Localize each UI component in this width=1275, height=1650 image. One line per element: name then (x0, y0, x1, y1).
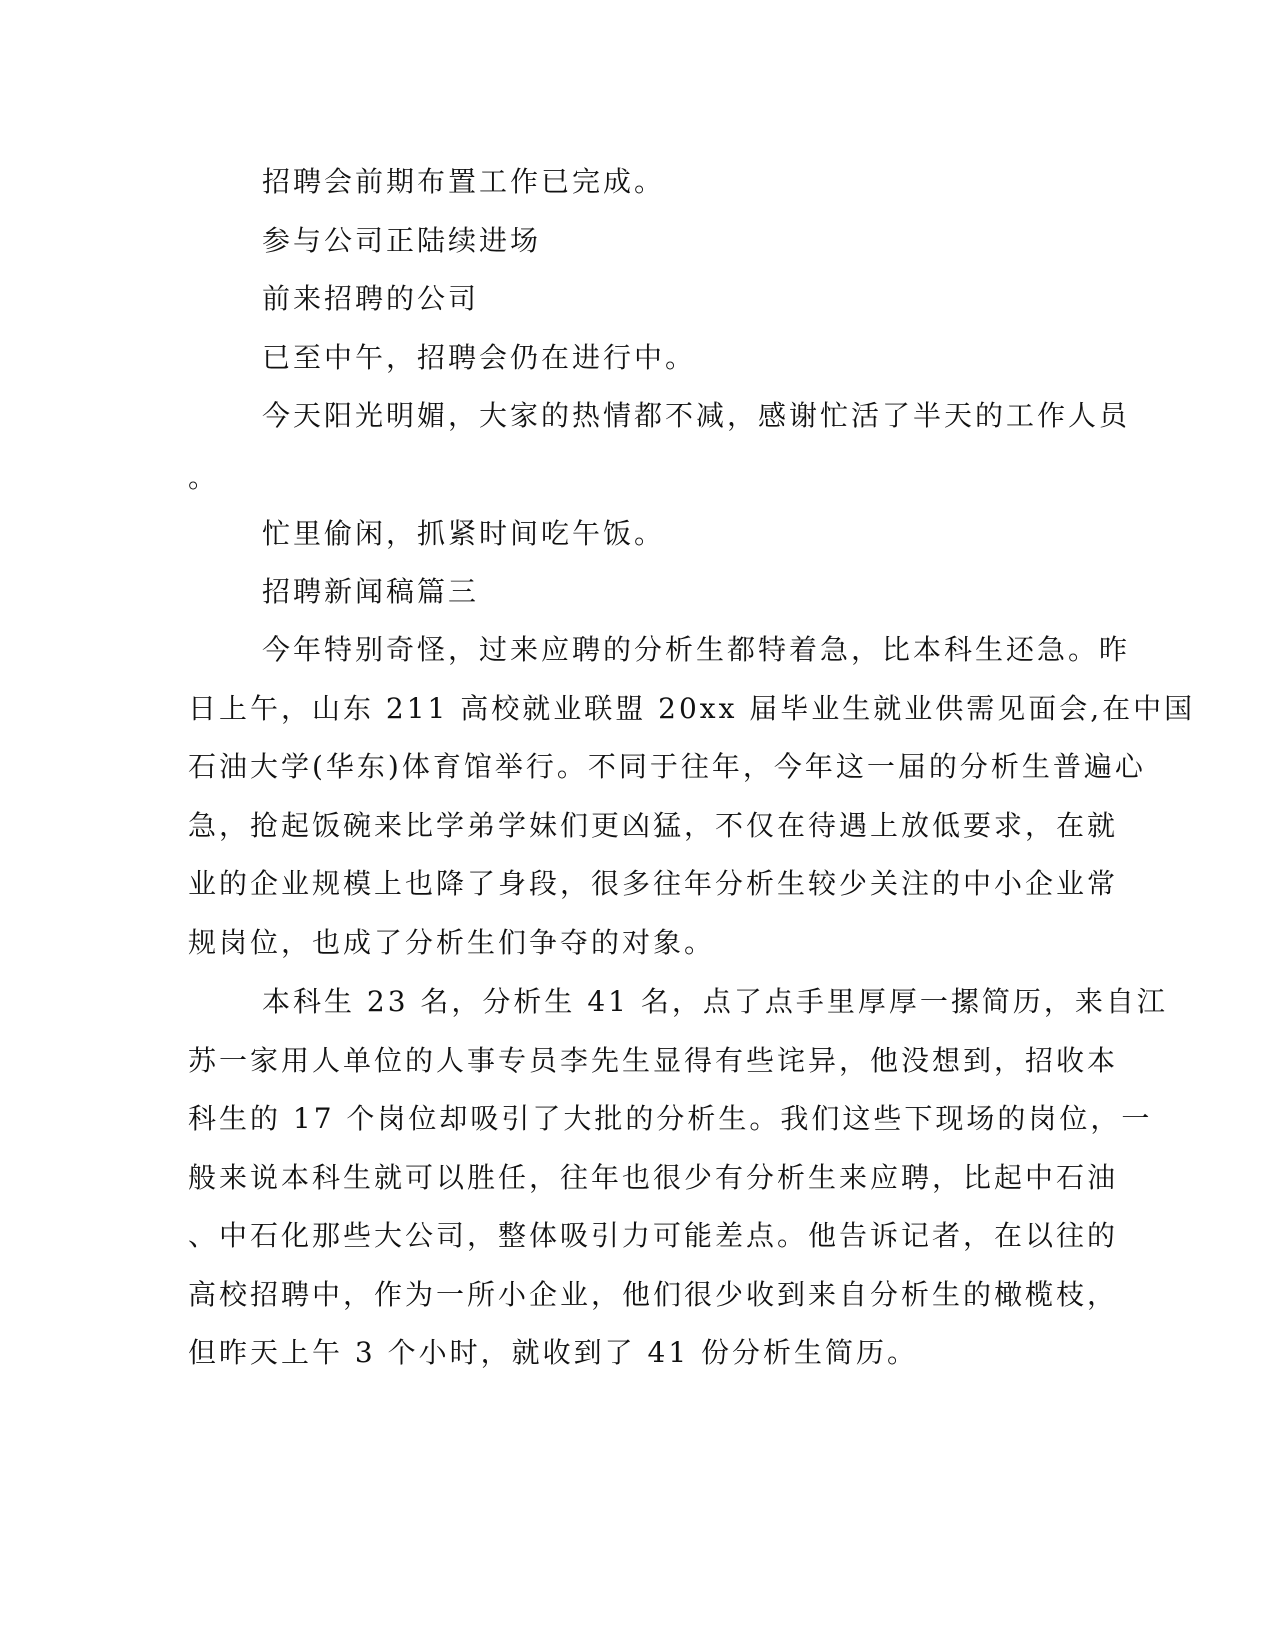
text-line: 已至中午，招聘会仍在进行中。 (262, 341, 697, 374)
text-line: 业的企业规模上也降了身段，很多往年分析生较少关注的中小企业常 (188, 867, 1119, 900)
text-line: 苏一家用人单位的人事专员李先生显得有些诧异，他没想到，招收本 (188, 1044, 1119, 1077)
text-line: 科生的 17 个岗位却吸引了大批的分析生。我们这些下现场的岗位，一 (188, 1102, 1153, 1135)
text-line: 急，抢起饭碗来比学弟学妹们更凶猛，不仅在待遇上放低要求，在就 (188, 809, 1119, 842)
text-line: 高校招聘中，作为一所小企业，他们很少收到来自分析生的橄榄枝， (188, 1278, 1119, 1311)
text-line: 般来说本科生就可以胜任，往年也很少有分析生来应聘，比起中石油 (188, 1161, 1119, 1194)
text-line: 招聘会前期布置工作已完成。 (262, 165, 666, 198)
text-line: 。 (188, 461, 220, 494)
text-line: 、中石化那些大公司，整体吸引力可能差点。他告诉记者，在以往的 (188, 1219, 1119, 1252)
text-line: 前来招聘的公司 (262, 282, 480, 315)
section-heading: 招聘新闻稿篇三 (262, 575, 480, 608)
text-line: 日上午，山东 211 高校就业联盟 20xx 届毕业生就业供需见面会,在中国 (188, 692, 1196, 725)
text-line: 规岗位，也成了分析生们争夺的对象。 (188, 926, 716, 959)
text-line: 参与公司正陆续进场 (262, 224, 542, 257)
text-line: 但昨天上午 3 个小时，就收到了 41 份分析生简历。 (188, 1336, 919, 1369)
text-line: 今年特别奇怪，过来应聘的分析生都特着急，比本科生还急。昨 (262, 633, 1131, 666)
text-line: 今天阳光明媚，大家的热情都不减，感谢忙活了半天的工作人员 (262, 399, 1131, 432)
text-line: 本科生 23 名，分析生 41 名，点了点手里厚厚一摞简历，来自江 (262, 985, 1168, 1018)
text-line: 忙里偷闲，抓紧时间吃午饭。 (262, 517, 666, 550)
text-line: 石油大学(华东)体育馆举行。不同于往年，今年这一届的分析生普遍心 (188, 750, 1146, 783)
